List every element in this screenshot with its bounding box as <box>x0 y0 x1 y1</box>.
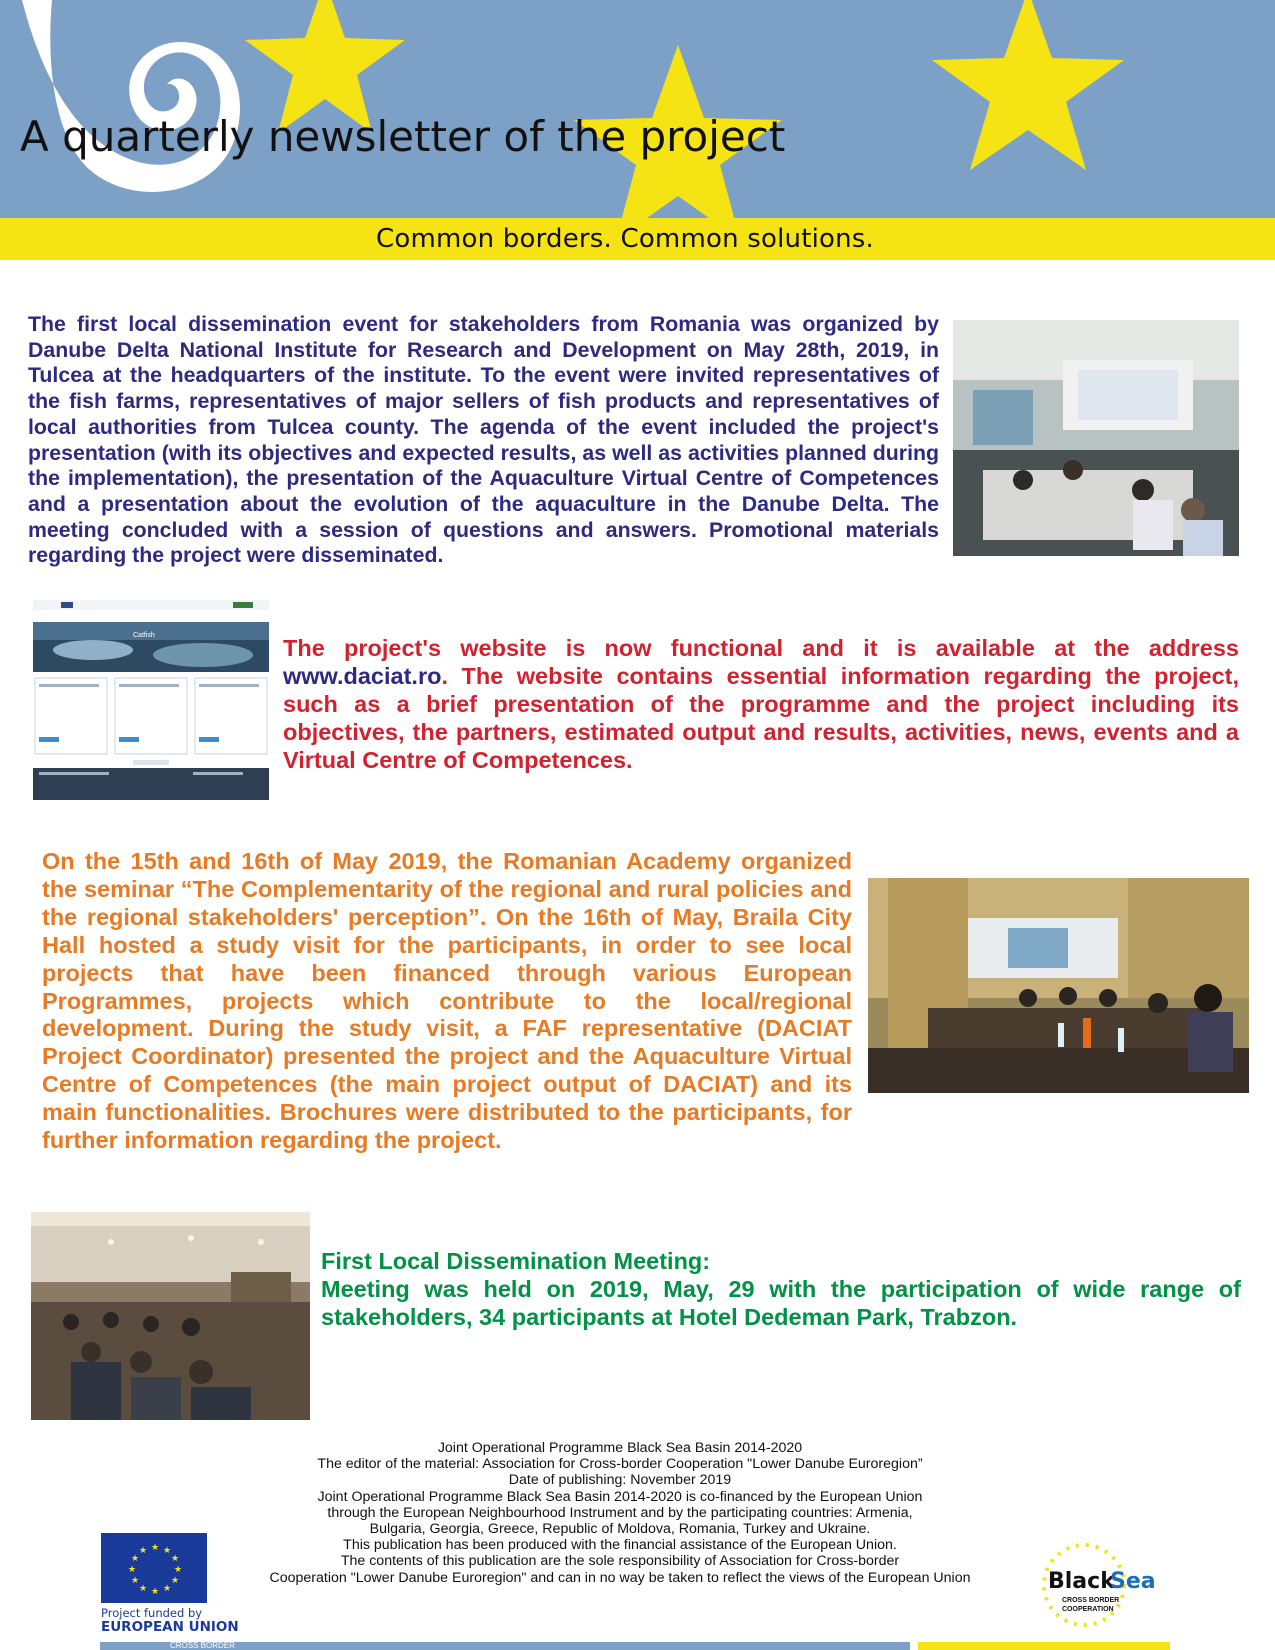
braila-seminar-photo <box>868 878 1249 1093</box>
star-3 <box>932 0 1124 170</box>
website-announcement <box>283 634 1239 774</box>
footer-disclaimer <box>240 1440 1000 1586</box>
footer-line: Date of publishing: November 2019 <box>508 1472 732 1489</box>
footer-line: The contents of this publication are the sole responsibility of Association for Cross-border <box>340 1553 900 1570</box>
bs-logo-word2: Sea <box>1110 1569 1156 1594</box>
svg-text:★: ★ <box>151 1543 160 1553</box>
website-screenshot <box>33 600 269 800</box>
bottom-strip-yellow <box>918 1642 1170 1650</box>
tulcea-meeting-photo <box>953 320 1239 556</box>
svg-text:★: ★ <box>131 1576 140 1586</box>
footer-line: Joint Operational Programme Black Sea Basin 2014-2020 <box>437 1440 803 1456</box>
website-link[interactable]: www.daciat.ro <box>283 663 442 689</box>
tagline: Common borders. Common solutions. <box>376 224 875 254</box>
header-banner <box>0 0 1275 218</box>
footer-line: Joint Operational Programme Black Sea Basin 2014-2020 is co-financed by the European Union <box>317 1488 923 1505</box>
footer-line: The editor of the material: Association for Cross-border Cooperation "Lower Danube Euroregion” <box>317 1456 923 1473</box>
website-text-after: . The website contains essential information regarding the project, such as a brief presentation of the programme and the project including its objectives, the partners, estimated output and results, activities, news, events and a Virtual Centre of Competences. <box>283 663 1239 773</box>
svg-text:★: ★ <box>131 1554 140 1564</box>
svg-text:★: ★ <box>139 1584 148 1594</box>
website-screenshot-heading: Catfish <box>133 632 155 639</box>
website-text-before: The project's website is now functional and it is available at the address <box>283 635 1239 661</box>
eu-flag-logo <box>101 1533 207 1603</box>
eu-stars-icon <box>101 1533 207 1603</box>
svg-text:★: ★ <box>163 1546 172 1556</box>
swirl-decoration <box>22 0 240 192</box>
header-artwork <box>0 0 1275 218</box>
svg-text:★: ★ <box>139 1546 148 1556</box>
svg-text:★: ★ <box>151 1587 160 1597</box>
black-sea-logo <box>1022 1540 1162 1630</box>
eu-caption-line2: EUROPEAN UNION <box>101 1619 239 1635</box>
romania-event-text: The first local dissemination event for stakeholders from Romania was organized by Danube Delta National Institute for Research and Development on May 28th, 2019, in Tulcea at the headquarters of the institute. To the event were invited representatives of the fish farms, representatives of major sellers of fish products and representatives of local authorities from Tulcea county. The agenda of the event included the project's presentation (with its objectives and expected results, as well as activities planned during the implementation), the presentation of the Aquaculture Virtual Centre of Competences and a presentation about the evolution of the aquaculture in the Danube Delta. The meeting concluded with a session of questions and answers. Promotional materials regarding the project were disseminated. <box>28 312 939 568</box>
footer-line: This publication has been produced with the financial assistance of the European Union. <box>343 1537 897 1554</box>
svg-text:★: ★ <box>128 1565 137 1575</box>
eu-caption-line1: Project funded by <box>101 1606 203 1620</box>
svg-text:★: ★ <box>171 1554 180 1564</box>
romanian-academy-text: On the 15th and 16th of May 2019, the Romanian Academy organized the seminar “The Complementarity of the regional and rural policies and the regional stakeholders' perception”. On the 16th of May, Braila City Hall hosted a study visit for the participants, in order to see local projects that have been financed through various European Programmes, projects which contribute to the local/regional development. During the study visit, a FAF representative (DACIAT Project Coordinator) presented the project and the Aquaculture Virtual Centre of Competences (the main project output of DACIAT) and its main functionalities. Brochures were distributed to the participants, for further information regarding the project. <box>42 848 852 1154</box>
trabzon-meeting-text: Meeting was held on 2019, May, 29 with the participation of wide range of stakeholders, 34 participants at Hotel Dedeman Park, Trabzon. <box>321 1276 1241 1330</box>
trabzon-meeting-title: First Local Dissemination Meeting: <box>321 1248 711 1274</box>
bs-logo-word1: Black <box>1048 1569 1115 1594</box>
footer-line: through the European Neighbourhood Instrument and by the participating countries: Armenia, <box>327 1504 913 1521</box>
footer-line: Cooperation "Lower Danube Euroregion" and can in no way be taken to reflect the views of the European Union <box>269 1569 971 1586</box>
bs-logo-tag1: CROSS BORDER <box>1062 1597 1120 1604</box>
svg-text:★: ★ <box>171 1576 180 1586</box>
trabzon-meeting-photo <box>31 1212 310 1420</box>
newsletter-title: A quarterly newsletter of the project <box>20 112 786 161</box>
bottom-strip-label: CROSS BORDER <box>170 1641 235 1650</box>
bs-logo-tag2: COOPERATION <box>1062 1606 1114 1613</box>
footer-line: Bulgaria, Georgia, Greece, Republic of Moldova, Romania, Turkey and Ukraine. <box>369 1521 871 1538</box>
svg-text:★: ★ <box>163 1584 172 1594</box>
svg-text:★: ★ <box>174 1565 183 1575</box>
eu-funding-caption <box>101 1606 239 1634</box>
